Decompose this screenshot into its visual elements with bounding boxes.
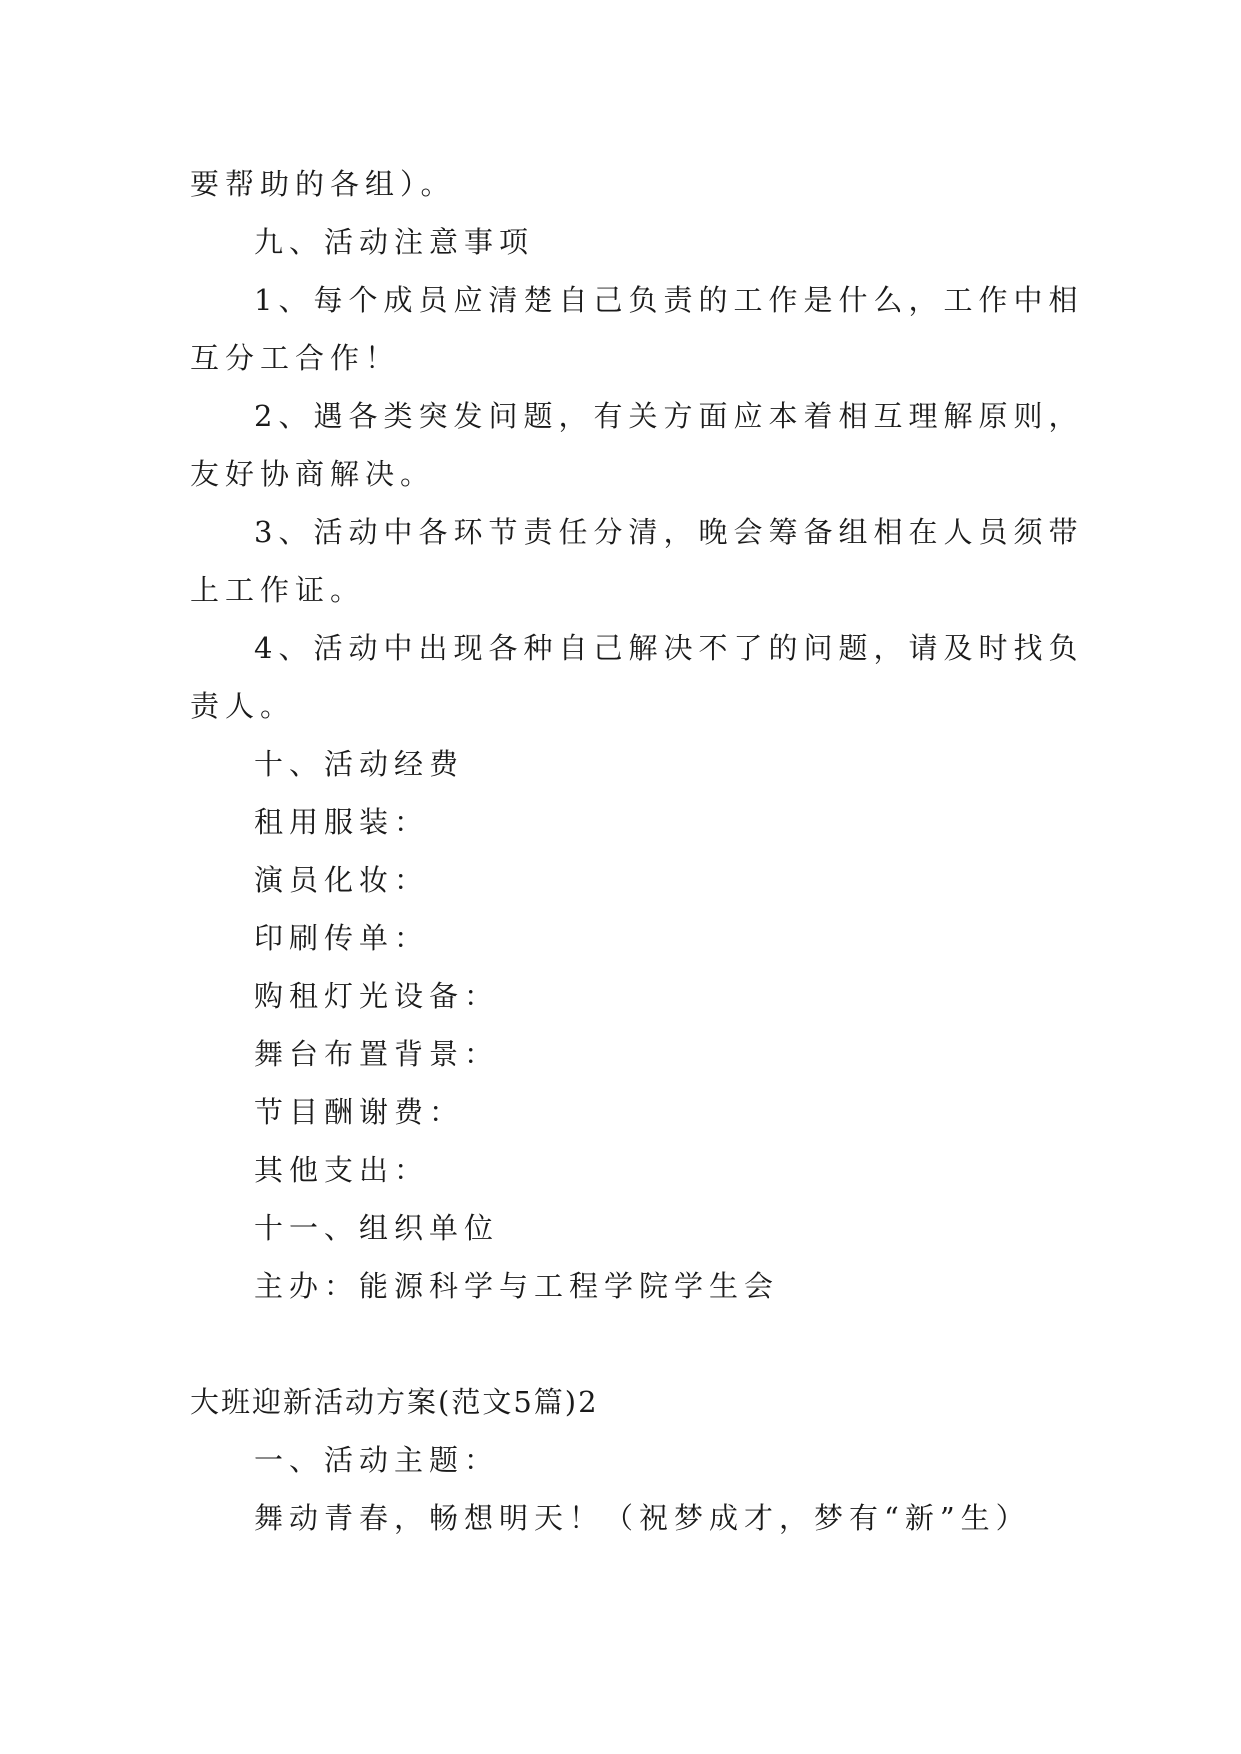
paragraph-line: 3、活动中各环节责任分清，晚会筹备组相在人员须带 <box>254 515 1084 549</box>
expense-item: 印刷传单： <box>254 921 430 955</box>
section-heading: 十一、组织单位 <box>254 1211 500 1245</box>
paragraph-line: 舞动青春，畅想明天！（祝梦成才，梦有“新”生） <box>254 1501 1031 1535</box>
document-title: 大班迎新活动方案(范文5篇)2 <box>190 1385 599 1419</box>
paragraph-line: 责人。 <box>190 689 296 723</box>
paragraph-line: 互分工合作！ <box>190 341 401 375</box>
expense-item: 租用服装： <box>254 805 430 839</box>
paragraph-line: 上工作证。 <box>190 573 366 607</box>
expense-item: 购租灯光设备： <box>254 979 500 1013</box>
section-heading: 十、活动经费 <box>254 747 465 781</box>
expense-item: 舞台布置背景： <box>254 1037 500 1071</box>
expense-item: 演员化妆： <box>254 863 430 897</box>
paragraph-line: 友好协商解决。 <box>190 457 436 491</box>
section-heading: 九、活动注意事项 <box>254 225 535 259</box>
section-heading: 一、活动主题： <box>254 1443 500 1477</box>
expense-item: 其他支出： <box>254 1153 430 1187</box>
expense-item: 节目酬谢费： <box>254 1095 465 1129</box>
paragraph-line: 主办：能源科学与工程学院学生会 <box>254 1269 780 1303</box>
paragraph-line: 4、活动中出现各种自己解决不了的问题，请及时找负 <box>254 631 1084 665</box>
paragraph-line: 2、遇各类突发问题，有关方面应本着相互理解原则， <box>254 399 1084 433</box>
paragraph-line: 1、每个成员应清楚自己负责的工作是什么，工作中相 <box>254 283 1084 317</box>
paragraph-line: 要帮助的各组）。 <box>190 167 456 201</box>
